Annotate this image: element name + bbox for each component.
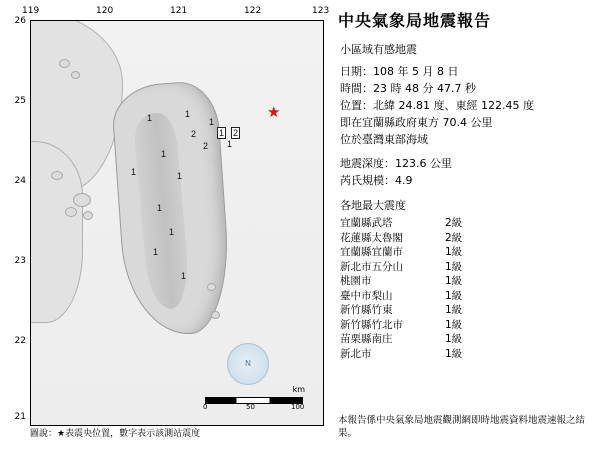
intensity-place: 花蓮縣太魯閣 (340, 231, 403, 244)
intensity-level: 1級 (445, 260, 463, 273)
station-intensity: 1 (169, 227, 175, 237)
map-canvas[interactable] (30, 20, 324, 426)
y-tick-4: 22 (14, 336, 26, 346)
intensity-section-heading: 各地最大震度 (340, 199, 406, 212)
intensity-place: 宜蘭縣宜蘭市 (340, 246, 403, 258)
y-tick-0: 26 (14, 16, 26, 26)
intensity-level: 1級 (445, 289, 463, 302)
map-y-axis (8, 16, 28, 424)
scale-bar (203, 385, 305, 417)
station-intensity: 1 (181, 271, 187, 281)
intensity-row (340, 231, 500, 246)
intensity-row (340, 318, 500, 333)
x-tick-1: 120 (96, 6, 114, 16)
scale-tick-0: 0 (203, 403, 208, 411)
station-intensity: 1 (185, 109, 191, 119)
field-time (340, 80, 594, 97)
station-intensity: 2 (203, 141, 209, 151)
scale-tick-2: 100 (291, 403, 305, 411)
intensity-place: 苗栗縣南庄 (340, 333, 393, 345)
field-region-value: 臺灣東部海域 (362, 133, 428, 146)
intensity-row (340, 289, 500, 304)
map-legend: 圖說：★表震央位置，數字表示該測站震度 (30, 429, 201, 439)
y-tick-5: 21 (14, 412, 26, 422)
field-magnitude (340, 172, 594, 189)
penghu-islands-2 (65, 207, 77, 217)
intensity-place: 宜蘭縣武塔 (340, 217, 393, 229)
map-x-axis (22, 6, 330, 20)
y-tick-1: 25 (14, 96, 26, 106)
station-intensity: 1 (147, 113, 153, 123)
x-tick-2: 121 (170, 6, 188, 16)
kinmen-island (51, 171, 63, 180)
epicenter-star-icon: ★ (267, 103, 281, 121)
intensity-row (340, 216, 500, 231)
station-intensity: 1 (157, 203, 163, 213)
scale-unit-label: km (292, 385, 305, 394)
intensity-row (340, 245, 500, 260)
y-tick-3: 23 (14, 256, 26, 266)
intensity-level: 1級 (445, 246, 463, 258)
matsu-islands-2 (71, 71, 80, 79)
x-tick-4: 123 (312, 6, 330, 16)
penghu-islands (73, 193, 91, 207)
field-time-value: 23 時 48 分 47.7 秒 (373, 82, 476, 95)
field-location-value: 北緯 24.81 度、東經 122.45 度 (373, 99, 534, 112)
matsu-islands (59, 59, 70, 68)
station-intensity-boxed: 2 (233, 128, 239, 138)
intensity-level: 2級 (445, 217, 463, 229)
intensity-place: 新北市 (340, 347, 372, 360)
field-date (340, 63, 594, 80)
compass-icon: N (227, 343, 269, 385)
station-intensity: 1 (209, 117, 215, 127)
intensity-row (340, 274, 500, 289)
intensity-level: 2級 (445, 231, 463, 244)
x-tick-0: 119 (22, 6, 40, 16)
station-intensity-boxed: 1 (219, 128, 225, 138)
station-intensity: 1 (177, 171, 183, 181)
field-relative-position-label: 即在 (340, 116, 362, 129)
station-intensity: 2 (191, 129, 197, 139)
field-location-label: 位置： (340, 99, 373, 112)
field-depth-label: 地震深度： (340, 157, 395, 170)
field-location (340, 97, 594, 114)
intensity-level: 1級 (445, 347, 463, 360)
x-tick-3: 122 (244, 6, 262, 16)
station-intensity: 1 (161, 149, 167, 159)
field-region-label: 位於 (340, 133, 362, 146)
station-intensity: 1 (227, 139, 233, 149)
field-date-value: 108 年 5 月 8 日 (373, 65, 459, 78)
intensity-row (340, 332, 500, 347)
field-depth (340, 155, 594, 172)
field-time-label: 時間： (340, 82, 373, 95)
field-date-label: 日期： (340, 65, 373, 78)
penghu-islands-3 (83, 211, 93, 220)
report-footnote: 本報告係中央氣象局地震觀測網即時地震資料地震速報之結果。 (338, 415, 586, 439)
field-magnitude-label: 芮氏規模： (340, 174, 395, 187)
intensity-level: 1級 (445, 333, 463, 345)
field-magnitude-value: 4.9 (395, 174, 413, 187)
intensity-level: 1級 (445, 275, 463, 287)
lanyu-island (211, 311, 220, 319)
intensity-level: 1級 (445, 304, 463, 316)
intensity-row (340, 303, 500, 318)
intensity-place: 新竹縣竹東 (340, 304, 393, 316)
field-relative-position (340, 114, 594, 131)
station-intensity: 1 (131, 167, 137, 177)
scale-tick-1: 50 (246, 403, 255, 411)
intensity-row (340, 347, 500, 362)
y-tick-2: 24 (14, 176, 26, 186)
map-panel (8, 6, 328, 444)
station-intensity: 1 (153, 247, 159, 257)
field-depth-value: 123.6 公里 (395, 157, 452, 170)
page-title: 中央氣象局地震報告 (338, 11, 492, 30)
intensity-place: 臺中市梨山 (340, 289, 393, 302)
intensity-place: 新北市五分山 (340, 260, 403, 273)
report-subtitle: 小區域有感地震 (340, 43, 417, 56)
intensity-level: 1級 (445, 318, 463, 331)
field-relative-position-value: 宜蘭縣政府東方 70.4 公里 (362, 116, 493, 129)
intensity-place: 桃園市 (340, 275, 372, 287)
report-info-panel (338, 8, 594, 442)
field-region (340, 131, 594, 148)
green-island (207, 283, 216, 291)
intensity-place: 新竹縣竹北市 (340, 318, 403, 331)
intensity-row (340, 260, 500, 275)
